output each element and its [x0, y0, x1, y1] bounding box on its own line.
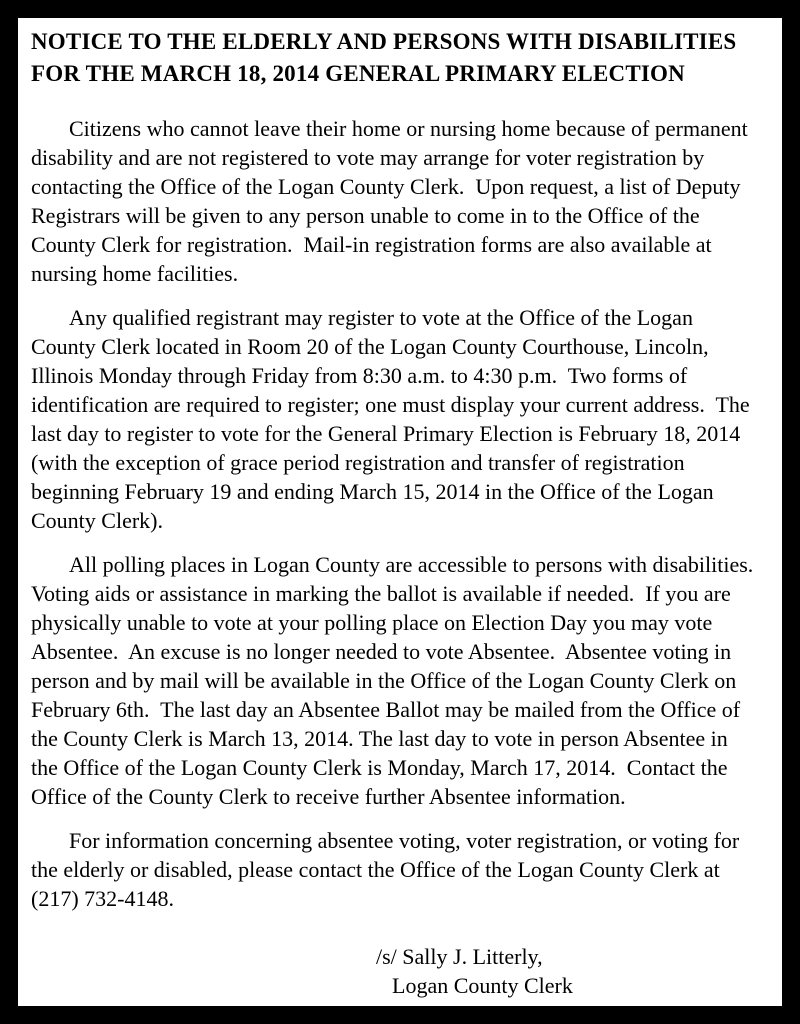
signature-title: Logan County Clerk — [392, 973, 573, 998]
signature-name: /s/ Sally J. Litterly, — [376, 944, 543, 969]
paragraph-polling-accessibility-absentee: All polling places in Logan County are accessible to persons with disabilities. Voting aids or assistance in marking the ballot is available if needed. If you are physically unable to vote at your polling place on Election Day you may vote Absentee. An excuse is no longer needed to vote Absentee. Absentee voting in person and by mail will be available in the Office of the Logan County Clerk on February 6th. The last day an Absentee Ballot may be mailed from the Office of the County Clerk is March 13, 2014. The last day to vote in person Absentee in the Office of the Logan County Clerk is Monday, March 17, 2014. Contact the Office of the County Clerk to receive further Absentee information. — [31, 552, 759, 809]
signature-block — [376, 942, 760, 1000]
notice-title — [31, 26, 760, 90]
document-page — [18, 18, 782, 1006]
paragraph-registration-office-details: Any qualified registrant may register to vote at the Office of the Logan County Clerk located in Room 20 of the Logan County Courthouse, Lincoln, Illinois Monday through Friday from 8:30 a.m. to 4:30 p.m. Two forms of identification are required to register; one must display your current address. The last day to register to vote for the General Primary Election is February 18, 2014 (with the exception of grace period registration and transfer of registration beginning February 19 and ending March 15, 2014 in the Office of the Logan County Clerk). — [31, 305, 756, 533]
paragraph-voter-registration-homebound: Citizens who cannot leave their home or nursing home because of permanent disability and are not registered to vote may arrange for voter registration by contacting the Office of the Logan County Clerk. Upon request, a list of Deputy Registrars will be given to any person unable to come in to the Office of the County Clerk for registration. Mail-in registration forms are also available at nursing home facilities. — [31, 116, 754, 286]
notice-title-line-1: NOTICE TO THE ELDERLY AND PERSONS WITH DISABILITIES — [31, 29, 737, 54]
paragraph-contact-information: For information concerning absentee voting, voter registration, or voting for the elderly or disabled, please contact the Office of the Logan County Clerk at (217) 732-4148. — [31, 828, 745, 911]
notice-title-line-2: FOR THE MARCH 18, 2014 GENERAL PRIMARY ELECTION — [31, 61, 685, 86]
